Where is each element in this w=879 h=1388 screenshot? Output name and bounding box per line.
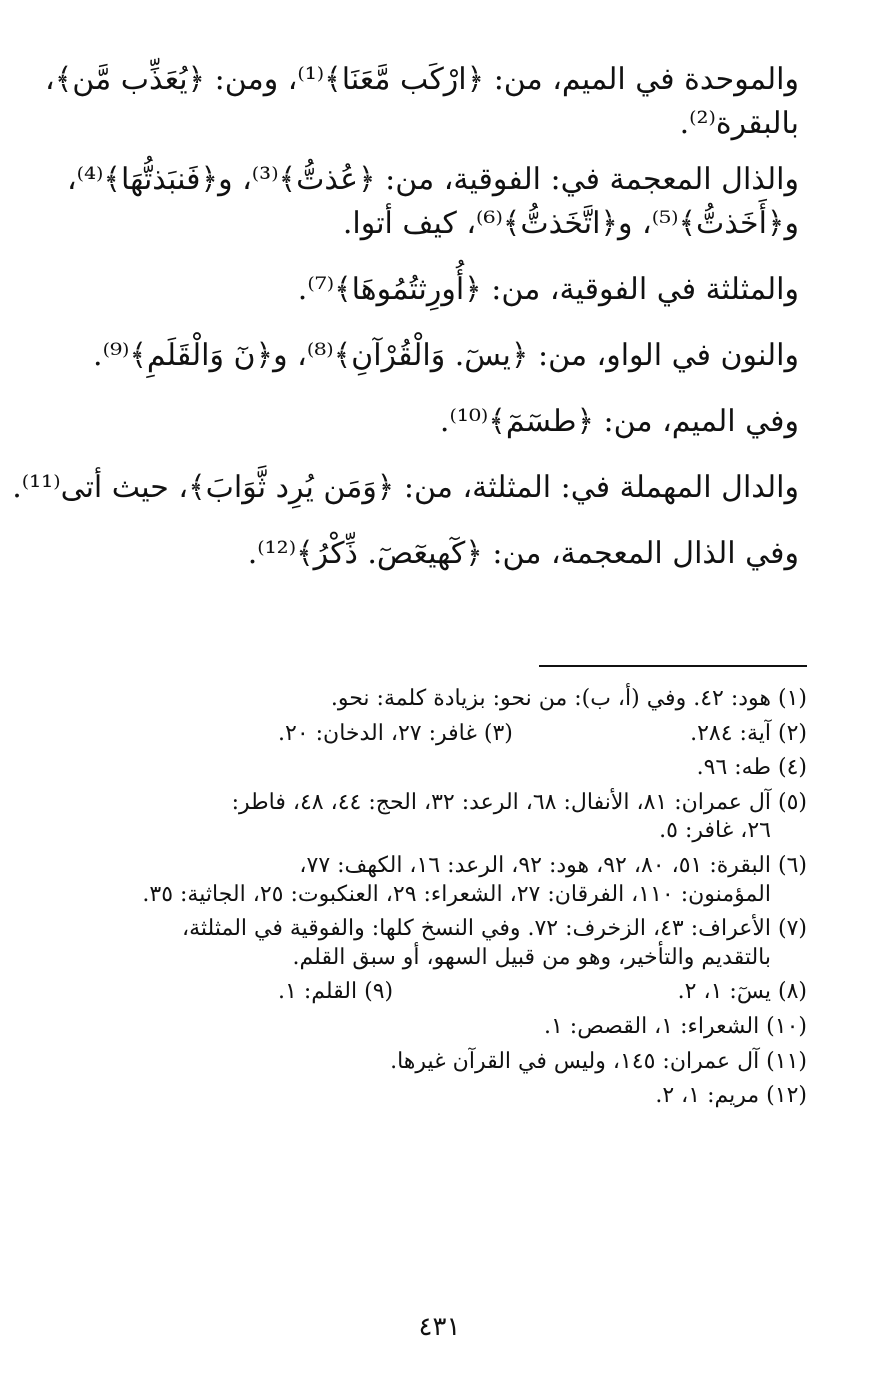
footnotes	[78, 685, 807, 1117]
footnote-4: (٤) طه: ٩٦.	[696, 755, 807, 781]
text-line-2: بالبقرة⁽²⁾.	[679, 106, 799, 141]
footnote-11: (١١) آل عمران: ١٤٥، وليس في القرآن غيرها.	[390, 1048, 807, 1074]
footnote-9: (٩) القلم: ١.	[278, 979, 394, 1005]
footnote-8: (٨) يسٓ: ١، ٢.	[677, 979, 807, 1005]
text-line-4: و﴿أَخَذتُّ﴾⁽⁵⁾، و﴿اتَّخَذتُّ﴾⁽⁶⁾، كيف أتوا.	[342, 206, 799, 241]
text-line-9: وفي الذال المعجمة، من: ﴿كٓهيعٓصٓ. ذِّكْرُ﴾⁽¹²⁾.	[247, 536, 799, 571]
footnote-row-2-3	[78, 720, 807, 749]
footnote-7	[78, 915, 807, 972]
text-line-5: والمثلثة في الفوقية، من: ﴿أُورِثتُمُوهَا﴾⁽⁷⁾.	[297, 272, 799, 307]
text-line-8: والدال المهملة في: المثلثة، من: ﴿وَمَن يُرِد ثَّوَابَ﴾، حيث أتى⁽¹¹⁾.	[12, 470, 799, 505]
footnote-3: (٣) غافر: ٢٧، الدخان: ٢٠.	[278, 720, 513, 746]
footnote-6-line-1: (٦) البقرة: ٥١، ٨٠، ٩٢، هود: ٩٢، الرعد: ١٦، الكهف: ٧٧،	[299, 852, 807, 878]
footnote-12: (١٢) مريم: ١، ٢.	[655, 1083, 807, 1109]
footnote-7-line-2: بالتقديم والتأخير، وهو من قبيل السهو، أو سبق القلم.	[292, 944, 771, 970]
footnote-row-8-9	[78, 978, 807, 1007]
footnote-2: (٢) آية: ٢٨٤.	[690, 720, 807, 746]
main-text	[12, 62, 799, 572]
text-line-3: والذال المعجمة في: الفوقية، من: ﴿عُذتُّ﴾⁽³⁾، و﴿فَنبَذتُّهَا﴾⁽⁴⁾،	[66, 162, 799, 197]
footnote-5	[78, 789, 807, 846]
footnote-5-line-1: (٥) آل عمران: ٨١، الأنفال: ٦٨، الرعد: ٣٢، الحج: ٤٤، ٤٨، فاطر:	[231, 789, 807, 815]
footnote-6	[78, 852, 807, 909]
footnote-7-line-1: (٧) الأعراف: ٤٣، الزخرف: ٧٢. وفي النسخ كلها: والفوقية في المثلثة،	[182, 916, 807, 942]
page-number: ٤٣١	[418, 1312, 461, 1342]
text-line-7: وفي الميم، من: ﴿طسٓمٓ﴾⁽¹⁰⁾.	[439, 404, 799, 439]
footnote-6-line-2: المؤمنون: ١١٠، الفرقان: ٢٧، الشعراء: ٢٩، العنكبوت: ٢٥، الجاثية: ٣٥.	[142, 881, 771, 907]
footnote-divider	[539, 665, 807, 667]
footnote-5-line-2: ٢٦، غافر: ٥.	[659, 818, 771, 844]
text-line-6: والنون في الواو، من: ﴿يسٓ. وَالْقُرْآنِ﴾⁽⁸⁾، و﴿نٓ وَالْقَلَمِ﴾⁽⁹⁾.	[93, 338, 799, 373]
text-line-1: والموحدة في الميم، من: ﴿ارْكَب مَّعَنَا﴾⁽¹⁾، ومن: ﴿يُعَذِّب مَّن﴾،	[45, 62, 799, 97]
footnote-1: (١) هود: ٤٢. وفي (أ، ب): من نحو: بزيادة كلمة: نحو.	[330, 686, 807, 711]
footnote-10: (١٠) الشعراء: ١، القصص: ١.	[543, 1013, 807, 1039]
